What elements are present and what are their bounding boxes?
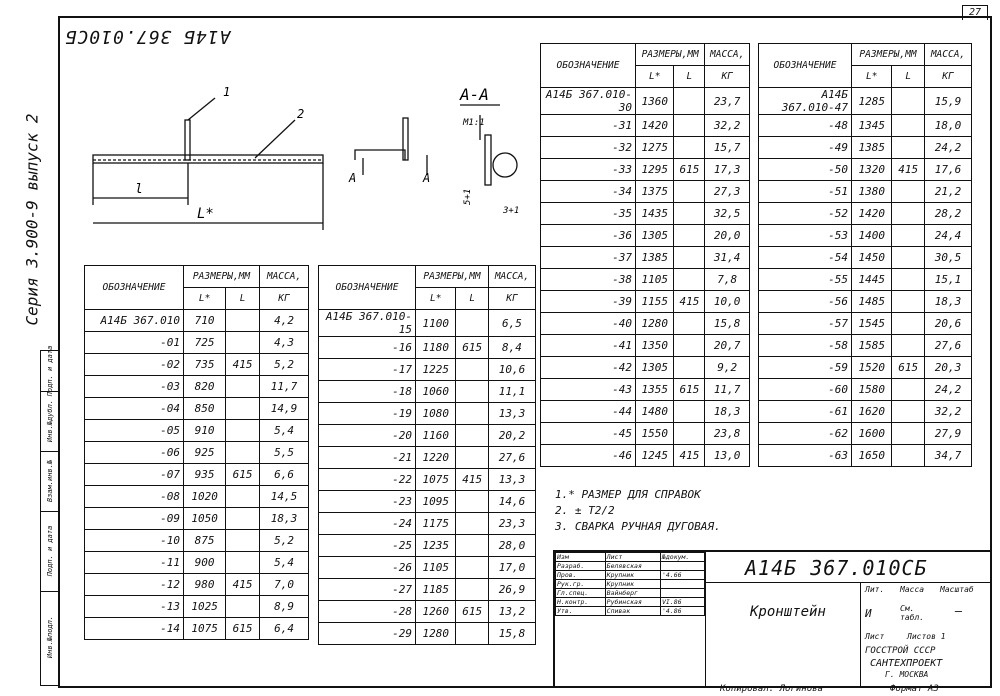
role-row: Утв. Спивак '4.86	[556, 607, 705, 616]
dim-lstar: L*	[197, 206, 214, 222]
table-row: -59 1520 615 20,3	[759, 357, 972, 379]
callout-1: 1	[223, 85, 231, 99]
table-row: -50 1320 415 17,6	[759, 159, 972, 181]
table-4-body	[759, 88, 972, 467]
table-row: -24 1175 23,3	[319, 513, 536, 535]
table-3: ОБОЗНАЧЕНИЕ РАЗМЕРЫ,ММ МАССА, L* L КГ А14Б 367.010-30 1360 23,7 -31 1420 32,2 -32 1275 15,7 -33 1295 615 17,3 -34 1375 27,3 -35 1435 32,5 -36 1305 20,0 -37 1385 31,4 -38 1105 7,8 -39 1155 415 10,0 -40 1280 15,8 -41 1350 20,7 -42 1305 9,2 -43 1355 615 11,7 -44 1480 18,3 -45 1550 23,8 -46 1245 415 13,0	[540, 43, 750, 467]
title-name: Кронштейн	[750, 604, 826, 620]
title-block-roles	[555, 552, 705, 616]
table-row: -07 935 615 6,6	[85, 464, 309, 486]
table-row: -13 1025 8,9	[85, 596, 309, 618]
table-row: -03 820 11,7	[85, 376, 309, 398]
table-3-body	[541, 88, 750, 467]
table-row: -49 1385 24,2	[759, 137, 972, 159]
table-row: А14Б 367.010 710 4,2	[85, 310, 309, 332]
table-row: -37 1385 31,4	[541, 247, 750, 269]
table-row: -57 1545 20,6	[759, 313, 972, 335]
role-row: Разраб. Белявская	[556, 562, 705, 571]
table-row: -22 1075 415 13,3	[319, 469, 536, 491]
table-row: -35 1435 32,5	[541, 203, 750, 225]
table-1-body	[85, 310, 309, 640]
table-row: -58 1585 27,6	[759, 335, 972, 357]
table-2-body	[319, 310, 536, 645]
table-row: -19 1080 13,3	[319, 403, 536, 425]
table-row: -38 1105 7,8	[541, 269, 750, 291]
section-marker-right: А	[423, 171, 431, 185]
table-row: -40 1280 15,8	[541, 313, 750, 335]
role-row: Гл.спец. Вайнберг	[556, 589, 705, 598]
table-row: -18 1060 11,1	[319, 381, 536, 403]
table-row: -39 1155 415 10,0	[541, 291, 750, 313]
table-row: -02 735 415 5,2	[85, 354, 309, 376]
table-row: -44 1480 18,3	[541, 401, 750, 423]
table-row: -32 1275 15,7	[541, 137, 750, 159]
table-row: -55 1445 15,1	[759, 269, 972, 291]
table-4: ОБОЗНАЧЕНИЕ РАЗМЕРЫ,ММ МАССА, L* L КГ А14Б 367.010-47 1285 15,9 -48 1345 18,0 -49 1385 24,2 -50 1320 415 17,6 -51 1380 21,2 -52 1420 28,2 -53 1400 24,4 -54 1450 30,5 -55 1445 15,1 -56 1485 18,3 -57 1545 20,6 -58 1585 27,6 -59 1520 615 20,3 -60 1580 24,2 -61 1620 32,2 -62 1600 27,9 -63 1650 34,7	[758, 43, 972, 467]
title-code: А14Б 367.010СБ	[745, 556, 928, 580]
copied-by: Копировал: Логинова	[720, 684, 823, 694]
table-row: -06 925 5,5	[85, 442, 309, 464]
table-row: -54 1450 30,5	[759, 247, 972, 269]
table-row: -11 900 5,4	[85, 552, 309, 574]
table-row: -14 1075 615 6,4	[85, 618, 309, 640]
table-row: -51 1380 21,2	[759, 181, 972, 203]
table-row: А14Б 367.010-30 1360 23,7	[541, 88, 750, 115]
table-row: -10 875 5,2	[85, 530, 309, 552]
table-row: -48 1345 18,0	[759, 115, 972, 137]
role-row: Рук.гр. Крупник	[556, 580, 705, 589]
format-label: Формат А3	[890, 684, 939, 694]
table-row: -36 1305 20,0	[541, 225, 750, 247]
table-row: -33 1295 615 17,3	[541, 159, 750, 181]
role-row: Н.контр. Рубинская VI.86	[556, 598, 705, 607]
bracket-drawing	[85, 80, 545, 255]
title-block: Изм Лист №докум. Разраб. Белявская Пров. Крупник '4.66 Рук.гр. Крупник Гл.спец. Вайнберг Н.контр. Рубинская VI.86 Утв. Спивак '4.86 А14Б 367.010СБ Кронштейн Лит. Масса Масштаб И См. табл. — Лист Листов 1 ГОССТРОЙ СССР САНТЕХПРОЕКТ Г. МОСКВА	[553, 550, 990, 686]
table-row: -23 1095 14,6	[319, 491, 536, 513]
table-row: -17 1225 10,6	[319, 359, 536, 381]
table-2: ОБОЗНАЧЕНИЕ РАЗМЕРЫ,ММ МАССА, L* L КГ А14Б 367.010-15 1100 6,5 -16 1180 615 8,4 -17 1225 10,6 -18 1060 11,1 -19 1080 13,3 -20 1160 20,2 -21 1220 27,6 -22 1075 415 13,3 -23 1095 14,6 -24 1175 23,3 -25 1235 28,0 -26 1105 17,0 -27 1185 26,9 -28 1260 615 13,2 -29 1280 15,8	[318, 265, 536, 645]
side-strip: Подп. и дата Инв.№дубл. Взам.инв.№ Подп. и дата Инв.№подл.	[40, 350, 59, 686]
table-row: -12 980 415 7,0	[85, 574, 309, 596]
table-row: -01 725 4,3	[85, 332, 309, 354]
role-row: Изм Лист №докум.	[556, 553, 705, 562]
dim-5: 5+1	[463, 188, 473, 205]
table-row: -20 1160 20,2	[319, 425, 536, 447]
table-row: -45 1550 23,8	[541, 423, 750, 445]
table-row: -08 1020 14,5	[85, 486, 309, 508]
table-row: -05 910 5,4	[85, 420, 309, 442]
table-row: -53 1400 24,4	[759, 225, 972, 247]
table-row: -61 1620 32,2	[759, 401, 972, 423]
stamp-code-rotated: А14Б 367.010СБ	[58, 16, 235, 56]
table-row: -09 1050 18,3	[85, 508, 309, 530]
dim-l: l	[135, 182, 143, 197]
table-row: -46 1245 415 13,0	[541, 445, 750, 467]
table-row: А14Б 367.010-47 1285 15,9	[759, 88, 972, 115]
table-row: -27 1185 26,9	[319, 579, 536, 601]
series-label: Серия 3.900-9 выпуск 2	[22, 113, 42, 326]
callout-2: 2	[297, 107, 305, 121]
table-row: -16 1180 615 8,4	[319, 337, 536, 359]
table-row: -21 1220 27,6	[319, 447, 536, 469]
role-row: Пров. Крупник '4.66	[556, 571, 705, 580]
table-row: -29 1280 15,8	[319, 623, 536, 645]
table-row: -31 1420 32,2	[541, 115, 750, 137]
table-row: -25 1235 28,0	[319, 535, 536, 557]
table-row: -62 1600 27,9	[759, 423, 972, 445]
notes: 1.* РАЗМЕР ДЛЯ СПРАВОК 2. ± T2/2 3. СВАРКА РУЧНАЯ ДУГОВАЯ.	[555, 488, 721, 533]
table-row: -52 1420 28,2	[759, 203, 972, 225]
table-row: -43 1355 615 11,7	[541, 379, 750, 401]
section-title: А-А	[460, 85, 489, 104]
table-row: -04 850 14,9	[85, 398, 309, 420]
page-number: 27	[962, 5, 988, 20]
table-row: -56 1485 18,3	[759, 291, 972, 313]
table-row: -26 1105 17,0	[319, 557, 536, 579]
table-row: А14Б 367.010-15 1100 6,5	[319, 310, 536, 337]
table-row: -28 1260 615 13,2	[319, 601, 536, 623]
dim-3: 3+1	[503, 206, 520, 216]
section-scale: М1:1	[463, 118, 485, 128]
section-marker-left: А	[349, 171, 357, 185]
table-1: ОБОЗНАЧЕНИЕ РАЗМЕРЫ,ММ МАССА, L* L КГ А14Б 367.010 710 4,2 -01 725 4,3 -02 735 415 5,2 -03 820 11,7 -04 850 14,9 -05 910 5,4 -06 925 5,5 -07 935 615 6,6 -08 1020 14,5 -09 1050 18,3 -10 875 5,2 -11 900 5,4 -12 980 415 7,0 -13 1025 8,9 -14 1075 615 6,4	[84, 265, 309, 640]
table-row: -34 1375 27,3	[541, 181, 750, 203]
table-row: -42 1305 9,2	[541, 357, 750, 379]
table-row: -41 1350 20,7	[541, 335, 750, 357]
table-row: -60 1580 24,2	[759, 379, 972, 401]
table-row: -63 1650 34,7	[759, 445, 972, 467]
